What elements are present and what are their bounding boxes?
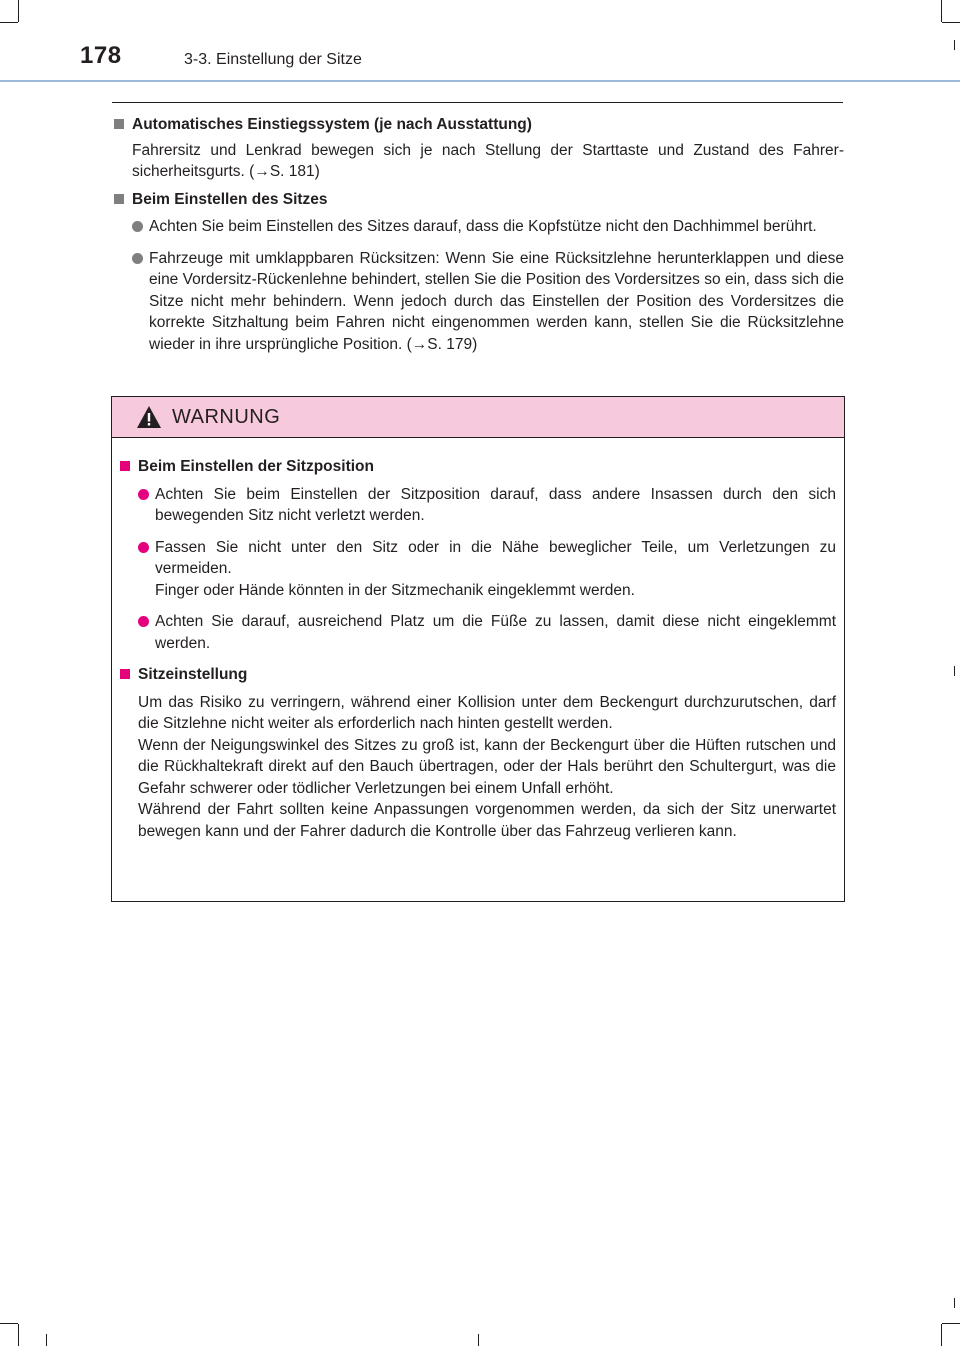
warning-section-heading xyxy=(118,664,836,686)
header-rule xyxy=(0,80,960,82)
warning-bullet-item xyxy=(118,537,836,602)
warning-body xyxy=(112,438,844,842)
bullet-dot-icon xyxy=(138,616,149,627)
bullet-text: Achten Sie beim Einstellen des Sitzes darauf, dass die Kopfstütze nicht den Dachhimmel berührt. xyxy=(149,218,817,235)
bullet-text: Finger oder Hände könnten in der Sitzmechanik eingeklemmt werden. xyxy=(155,581,635,599)
crop-mark xyxy=(954,666,955,676)
section-title: 3-3. Einstellung der Sitze xyxy=(184,51,362,68)
bullet-dot-icon xyxy=(138,489,149,500)
crop-mark xyxy=(0,1323,18,1324)
warning-section-heading xyxy=(118,456,836,478)
bullet-item xyxy=(112,216,844,238)
square-marker-icon xyxy=(120,461,130,471)
page-header xyxy=(0,0,960,82)
paragraph-text: Um das Risiko zu verringern, während einer Kollision unter dem Beckengurt durchzurutschen, darf die Sitzlehne nicht weiter als erforderlich nach hinten gestellt werden. xyxy=(138,693,836,732)
page-number: 178 xyxy=(80,42,122,69)
section-heading-text: Beim Einstellen des Sitzes xyxy=(132,190,328,208)
crop-mark xyxy=(46,1334,47,1346)
warning-box xyxy=(111,396,845,902)
paragraph: Fahrersitz und Lenkrad bewegen sich je nach Stellung der Starttaste und Zustand des Fahrer-sicherheitsgurts. (→S. 181) xyxy=(132,141,844,180)
crop-mark xyxy=(942,1323,960,1324)
crop-mark xyxy=(954,1298,955,1308)
paragraph-text: Während der Fahrt sollten keine Anpassungen vorgenommen werden, da sich der Sitz unerwartet bewegen kann und der Fahrer dadurch die Kontrolle über das Fahrzeug verlieren kann. xyxy=(138,801,836,840)
paragraph-text: Wenn der Neigungswinkel des Sitzes zu groß ist, kann der Beckengurt über die Hüften rutschen und die Rückhaltekraft direkt auf den Bauch übertragen, oder der Hals berührt den Schultergurt, was die Gefahr schwerer oder tödlicher Verletzungen bei einem Unfall erhöht. xyxy=(138,736,836,797)
content-top-rule xyxy=(112,102,843,103)
section-heading-text: Automatisches Einstiegssystem (je nach Ausstattung) xyxy=(132,116,532,133)
bullet-text: Fassen Sie nicht unter den Sitz oder in die Nähe beweglicher Teile, um Verletzungen zu vermeiden. xyxy=(155,538,836,577)
warning-header xyxy=(112,397,844,438)
crop-mark xyxy=(18,1324,19,1346)
warning-section-heading-text: Sitzeinstellung xyxy=(138,666,248,683)
bullet-dot-icon xyxy=(132,221,143,232)
crop-mark xyxy=(941,1324,942,1346)
bullet-item xyxy=(112,248,844,356)
bullet-dot-icon xyxy=(132,253,143,264)
warning-triangle-icon xyxy=(136,405,162,429)
warning-paragraph xyxy=(118,692,836,843)
section-heading xyxy=(112,189,844,211)
bullet-text: Fahrzeuge mit umklappbaren Rücksitzen: Wenn Sie eine Rücksitzlehne herunterklappen und diese eine Vordersitz-Rückenlehne behindert, stellen Sie die Position des Vordersitzes so ein, dass sich die Sitze nicht mehr behindern. Wenn jedoch durch das Einstellen der Position des Vordersitzes die korrekte Sitzhaltung beim Fahren nicht eingenommen werden kann, stellen Sie die Rücksitzlehne wieder in ihre ursprüngliche Position. (→S. 179) xyxy=(149,249,844,353)
square-marker-icon xyxy=(114,119,124,129)
square-marker-icon xyxy=(114,194,124,204)
bullet-text: Achten Sie darauf, ausreichend Platz um die Füße zu lassen, damit diese nicht eingeklemmt werden. xyxy=(155,613,836,652)
bullet-dot-icon xyxy=(138,542,149,553)
bullet-text: Achten Sie beim Einstellen der Sitzposition darauf, dass andere Insassen durch den sich bewegenden Sitz nicht verletzt werden. xyxy=(155,485,836,524)
crop-mark xyxy=(478,1334,479,1346)
square-marker-icon xyxy=(120,669,130,679)
warning-bullet-item xyxy=(118,611,836,654)
warning-section-heading-text: Beim Einstellen der Sitzposition xyxy=(138,458,374,475)
main-content xyxy=(112,114,844,365)
warning-title: WARNUNG xyxy=(172,406,281,428)
warning-bullet-item xyxy=(118,484,836,527)
section-heading xyxy=(112,114,844,136)
